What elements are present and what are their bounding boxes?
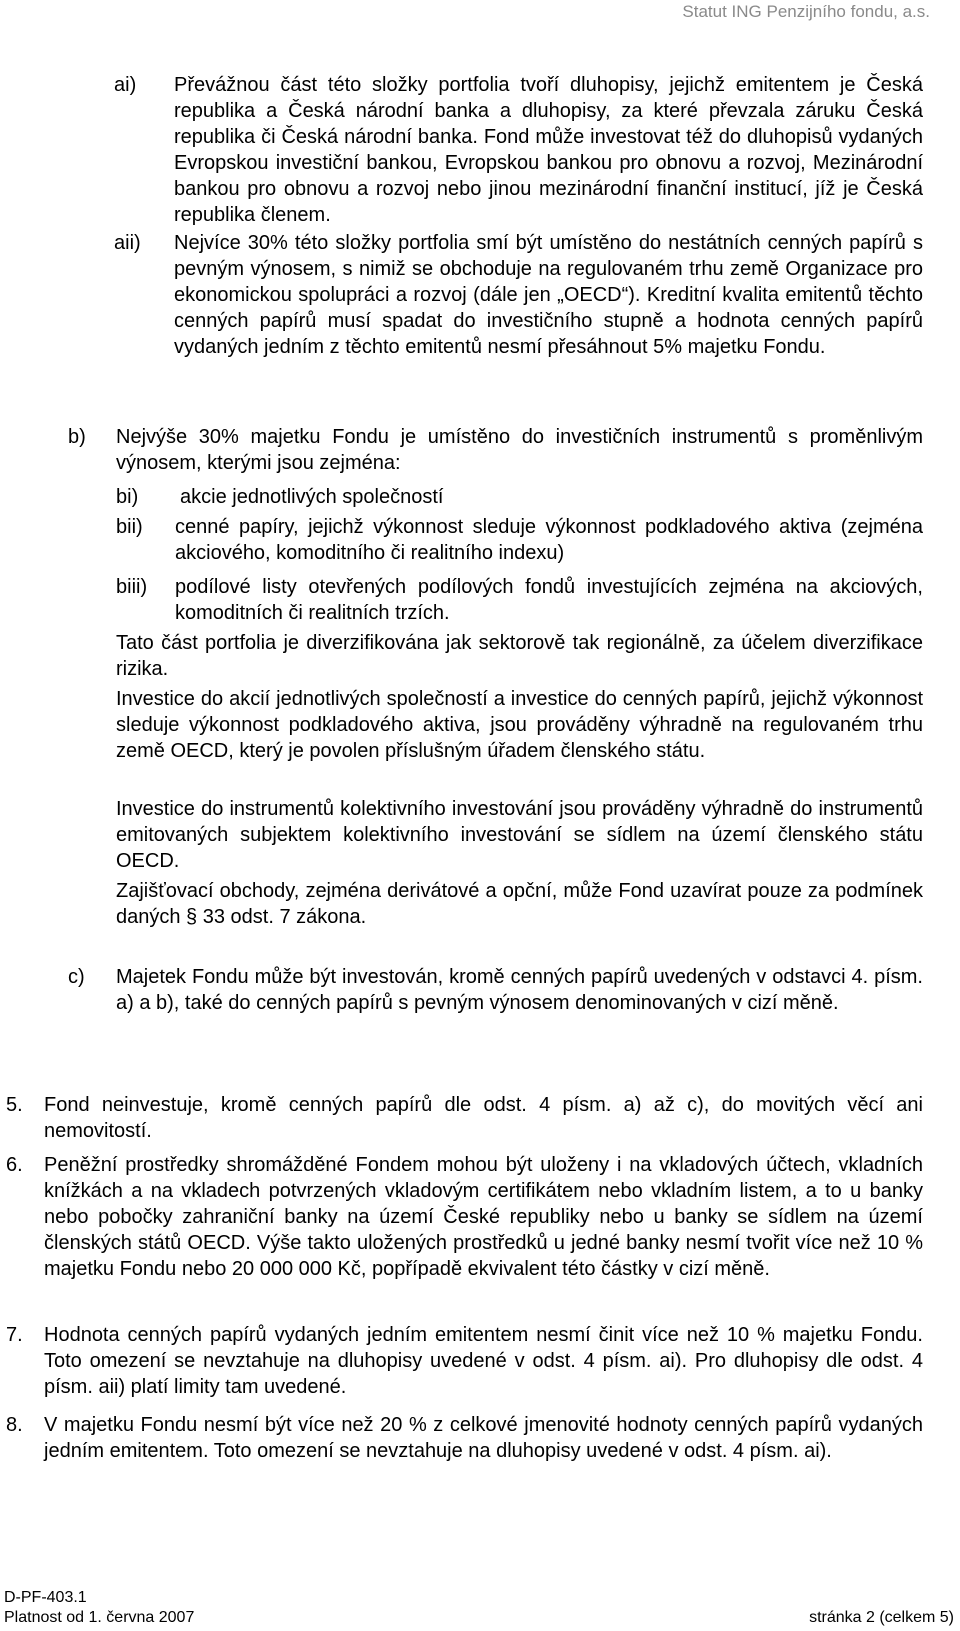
section-ai-text: Převážnou část této složky portfolia tvoří dluhopisy, jejichž emitentem je Česká republika a Česká národní banka a dluhopisy, za které převzala záruku Česká republika či Česká národní banka. Fond může investovat též do dluhopisů vydaných Evropskou investiční bankou, Evropskou bankou pro obnovu a rozvoj, Mezinárodní bankou pro obnovu a rozvoj nebo jinou mezinárodní finanční institucí, jíž je Česká republika členem.	[174, 74, 923, 226]
footer-validity: Platnost od 1. června 2007	[4, 1609, 195, 1626]
paragraph-hedging: Zajišťovací obchody, zejména derivátové a opční, může Fond uzavírat pouze za podmínek daných § 33 odst. 7 zákona.	[116, 880, 923, 928]
clause-8-label: 8.	[6, 1414, 23, 1436]
section-b-label: b)	[68, 426, 86, 448]
clause-5	[6, 1092, 923, 1144]
section-b	[68, 424, 923, 476]
section-ai-label: ai)	[114, 74, 137, 96]
section-bi-label: bi)	[116, 486, 139, 508]
section-bi	[116, 484, 923, 510]
clause-6-text: Peněžní prostředky shromážděné Fondem mohou být uloženy i na vkladových účtech, vkladních knížkách a na vkladech potvrzených vkladovým certifikátem nebo vkladním listem, a to u banky nebo pobočky zahraniční banky na území České republiky nebo u banky se sídlem na území členských států OECD. Výše takto uložených prostředků u jedné banky nesmí tvořit více než 10 % majetku Fondu nebo 20 000 000 Kč, popřípadě ekvivalent této částky v cizí měně.	[44, 1154, 923, 1280]
page-header: Statut ING Penzijního fondu, a.s.	[682, 2, 930, 21]
section-ai	[114, 72, 923, 228]
clause-5-label: 5.	[6, 1094, 23, 1116]
section-biii-label: biii)	[116, 576, 148, 598]
paragraph-diversification: Tato část portfolia je diverzifikována jak sektorově tak regionálně, za účelem diverzifikace rizika.	[116, 632, 923, 680]
clause-8-text: V majetku Fondu nesmí být více než 20 % z celkové jmenovité hodnoty cenných papírů vydaných jedním emitentem. Toto omezení se nevztahuje na dluhopisy uvedené v odst. 4 písm. ai).	[44, 1414, 923, 1462]
clause-7-label: 7.	[6, 1324, 23, 1346]
section-bii-label: bii)	[116, 516, 143, 538]
section-bii-text: cenné papíry, jejichž výkonnost sleduje výkonnost podkladového aktiva (zejména akciového, komoditního či realitního indexu)	[175, 516, 923, 564]
section-aii-label: aii)	[114, 232, 141, 254]
section-aii-text: Nejvíce 30% této složky portfolia smí být umístěno do nestátních cenných papírů s pevným výnosem, s nimiž se obchoduje na regulovaném trhu země Organizace pro ekonomickou spolupráci a rozvoj (dále jen „OECD“). Kreditní kvalita emitentů těchto cenných papírů musí spadat do investičního stupně a hodnota cenných papírů vydaných jedním z těchto emitentů nesmí přesáhnout 5% majetku Fondu.	[174, 232, 923, 358]
paragraph-collective-investment: Investice do instrumentů kolektivního investování jsou prováděny výhradně do instrumentů emitovaných subjektem kolektivního investování se sídlem na území členského státu OECD.	[116, 798, 923, 872]
section-b-text: Nejvýše 30% majetku Fondu je umístěno do investičních instrumentů s proměnlivým výnosem, kterými jsou zejména:	[116, 426, 923, 474]
clause-7	[6, 1322, 923, 1400]
section-biii	[116, 574, 923, 626]
section-c-text: Majetek Fondu může být investován, kromě cenných papírů uvedených v odstavci 4. písm. a) a b), také do cenných papírů s pevným výnosem denominovaných v cizí měně.	[116, 966, 923, 1014]
section-bii	[116, 514, 923, 566]
footer-doc-id: D-PF-403.1	[4, 1589, 87, 1606]
clause-6-label: 6.	[6, 1154, 23, 1176]
clause-8	[6, 1412, 923, 1464]
clause-6	[6, 1152, 923, 1282]
section-biii-text: podílové listy otevřených podílových fondů investujících zejména na akciových, komoditních či realitních trzích.	[175, 576, 923, 624]
paragraph-equity-investment: Investice do akcií jednotlivých společností a investice do cenných papírů, jejichž výkonnost sleduje výkonnost podkladového aktiva, jsou prováděny výhradně na regulovaném trhu země OECD, který je povolen příslušným úřadem členského státu.	[116, 688, 923, 762]
footer-page-number: stránka 2 (celkem 5)	[809, 1609, 954, 1626]
clause-5-text: Fond neinvestuje, kromě cenných papírů dle odst. 4 písm. a) až c), do movitých věcí ani nemovitostí.	[44, 1094, 923, 1142]
section-c-label: c)	[68, 966, 85, 988]
section-aii	[114, 230, 923, 360]
clause-7-text: Hodnota cenných papírů vydaných jedním emitentem nesmí činit více než 10 % majetku Fondu. Toto omezení se nevztahuje na dluhopisy uvedené v odst. 4 písm. ai). Pro dluhopisy dle odst. 4 písm. aii) platí limity tam uvedené.	[44, 1324, 923, 1398]
section-c	[68, 964, 923, 1016]
section-bi-text: akcie jednotlivých společností	[180, 486, 444, 508]
